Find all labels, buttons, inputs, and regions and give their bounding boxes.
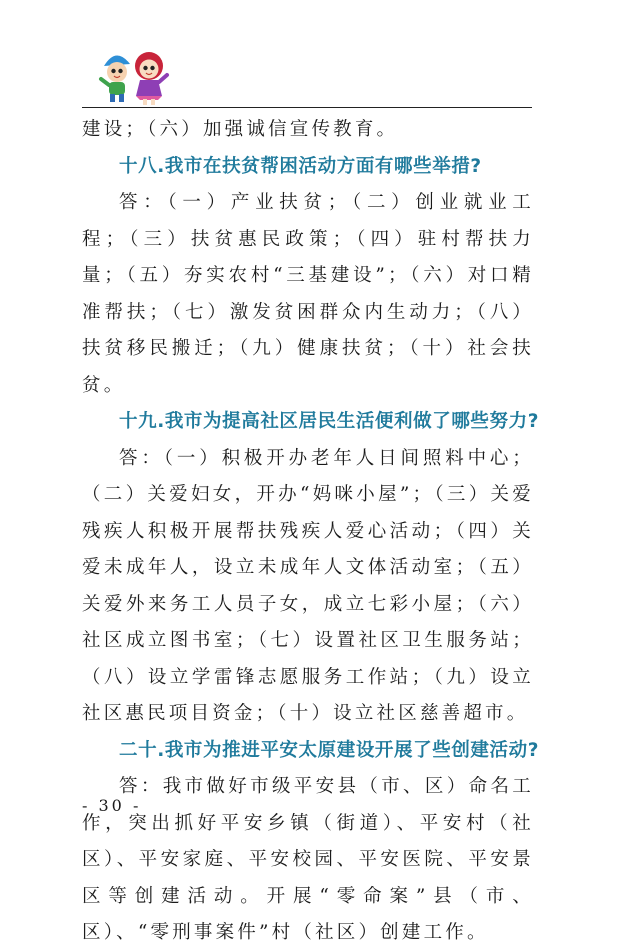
section-answer-20: 答：我市做好市级平安县（市、区）命名工作，突出抓好平安乡镇（街道）、平安村（社区）、平安家庭、平安校园、平安医院、平安景区等创建活动。开展“零命案”县（市、区）、“零刑事案件”村（社区）创建工作。 xyxy=(82,776,534,943)
section-heading-20: 二十.我市为推进平安太原建设开展了些创建活动? xyxy=(119,739,540,761)
header-rule xyxy=(82,107,532,108)
page-number: - 30 - xyxy=(82,796,142,815)
document-body xyxy=(82,112,540,952)
blue-mascot xyxy=(101,55,130,102)
red-mascot xyxy=(135,52,167,105)
section-heading-19: 十九.我市为提高社区居民生活便利做了哪些努力? xyxy=(119,411,540,432)
section-heading-18: 十八.我市在扶贫帮困活动方面有哪些举措? xyxy=(119,155,482,177)
section-answer-19: 答：（一）积极开办老年人日间照料中心；（二）关爱妇女，开办“妈咪小屋”；（三）关爱残疾人积极开展帮扶残疾人爱心活动；（四）关爱未成年人，设立未成年人文体活动室；（五）关爱外来务工人员子女，成立七彩小屋；（六）社区成立图书室；（七）设置社区卫生服务站；（八）设立学雷锋志愿服务工作站；（九）设立社区惠民项目资金；（十）设立社区慈善超市。 xyxy=(82,447,534,724)
section-answer-18: 答：（一）产业扶贫；（二）创业就业工程；（三）扶贫惠民政策；（四）驻村帮扶力量；（五）夯实农村“三基建设”；（六）对口精准帮扶；（七）激发贫困群众内生动力；（八）扶贫移民搬迁；（九）健康扶贫；（十）社会扶贫。 xyxy=(82,192,534,396)
intro-line: 建设；（六）加强诚信宣传教育。 xyxy=(82,119,399,140)
mascot-logo-icon xyxy=(98,44,170,106)
